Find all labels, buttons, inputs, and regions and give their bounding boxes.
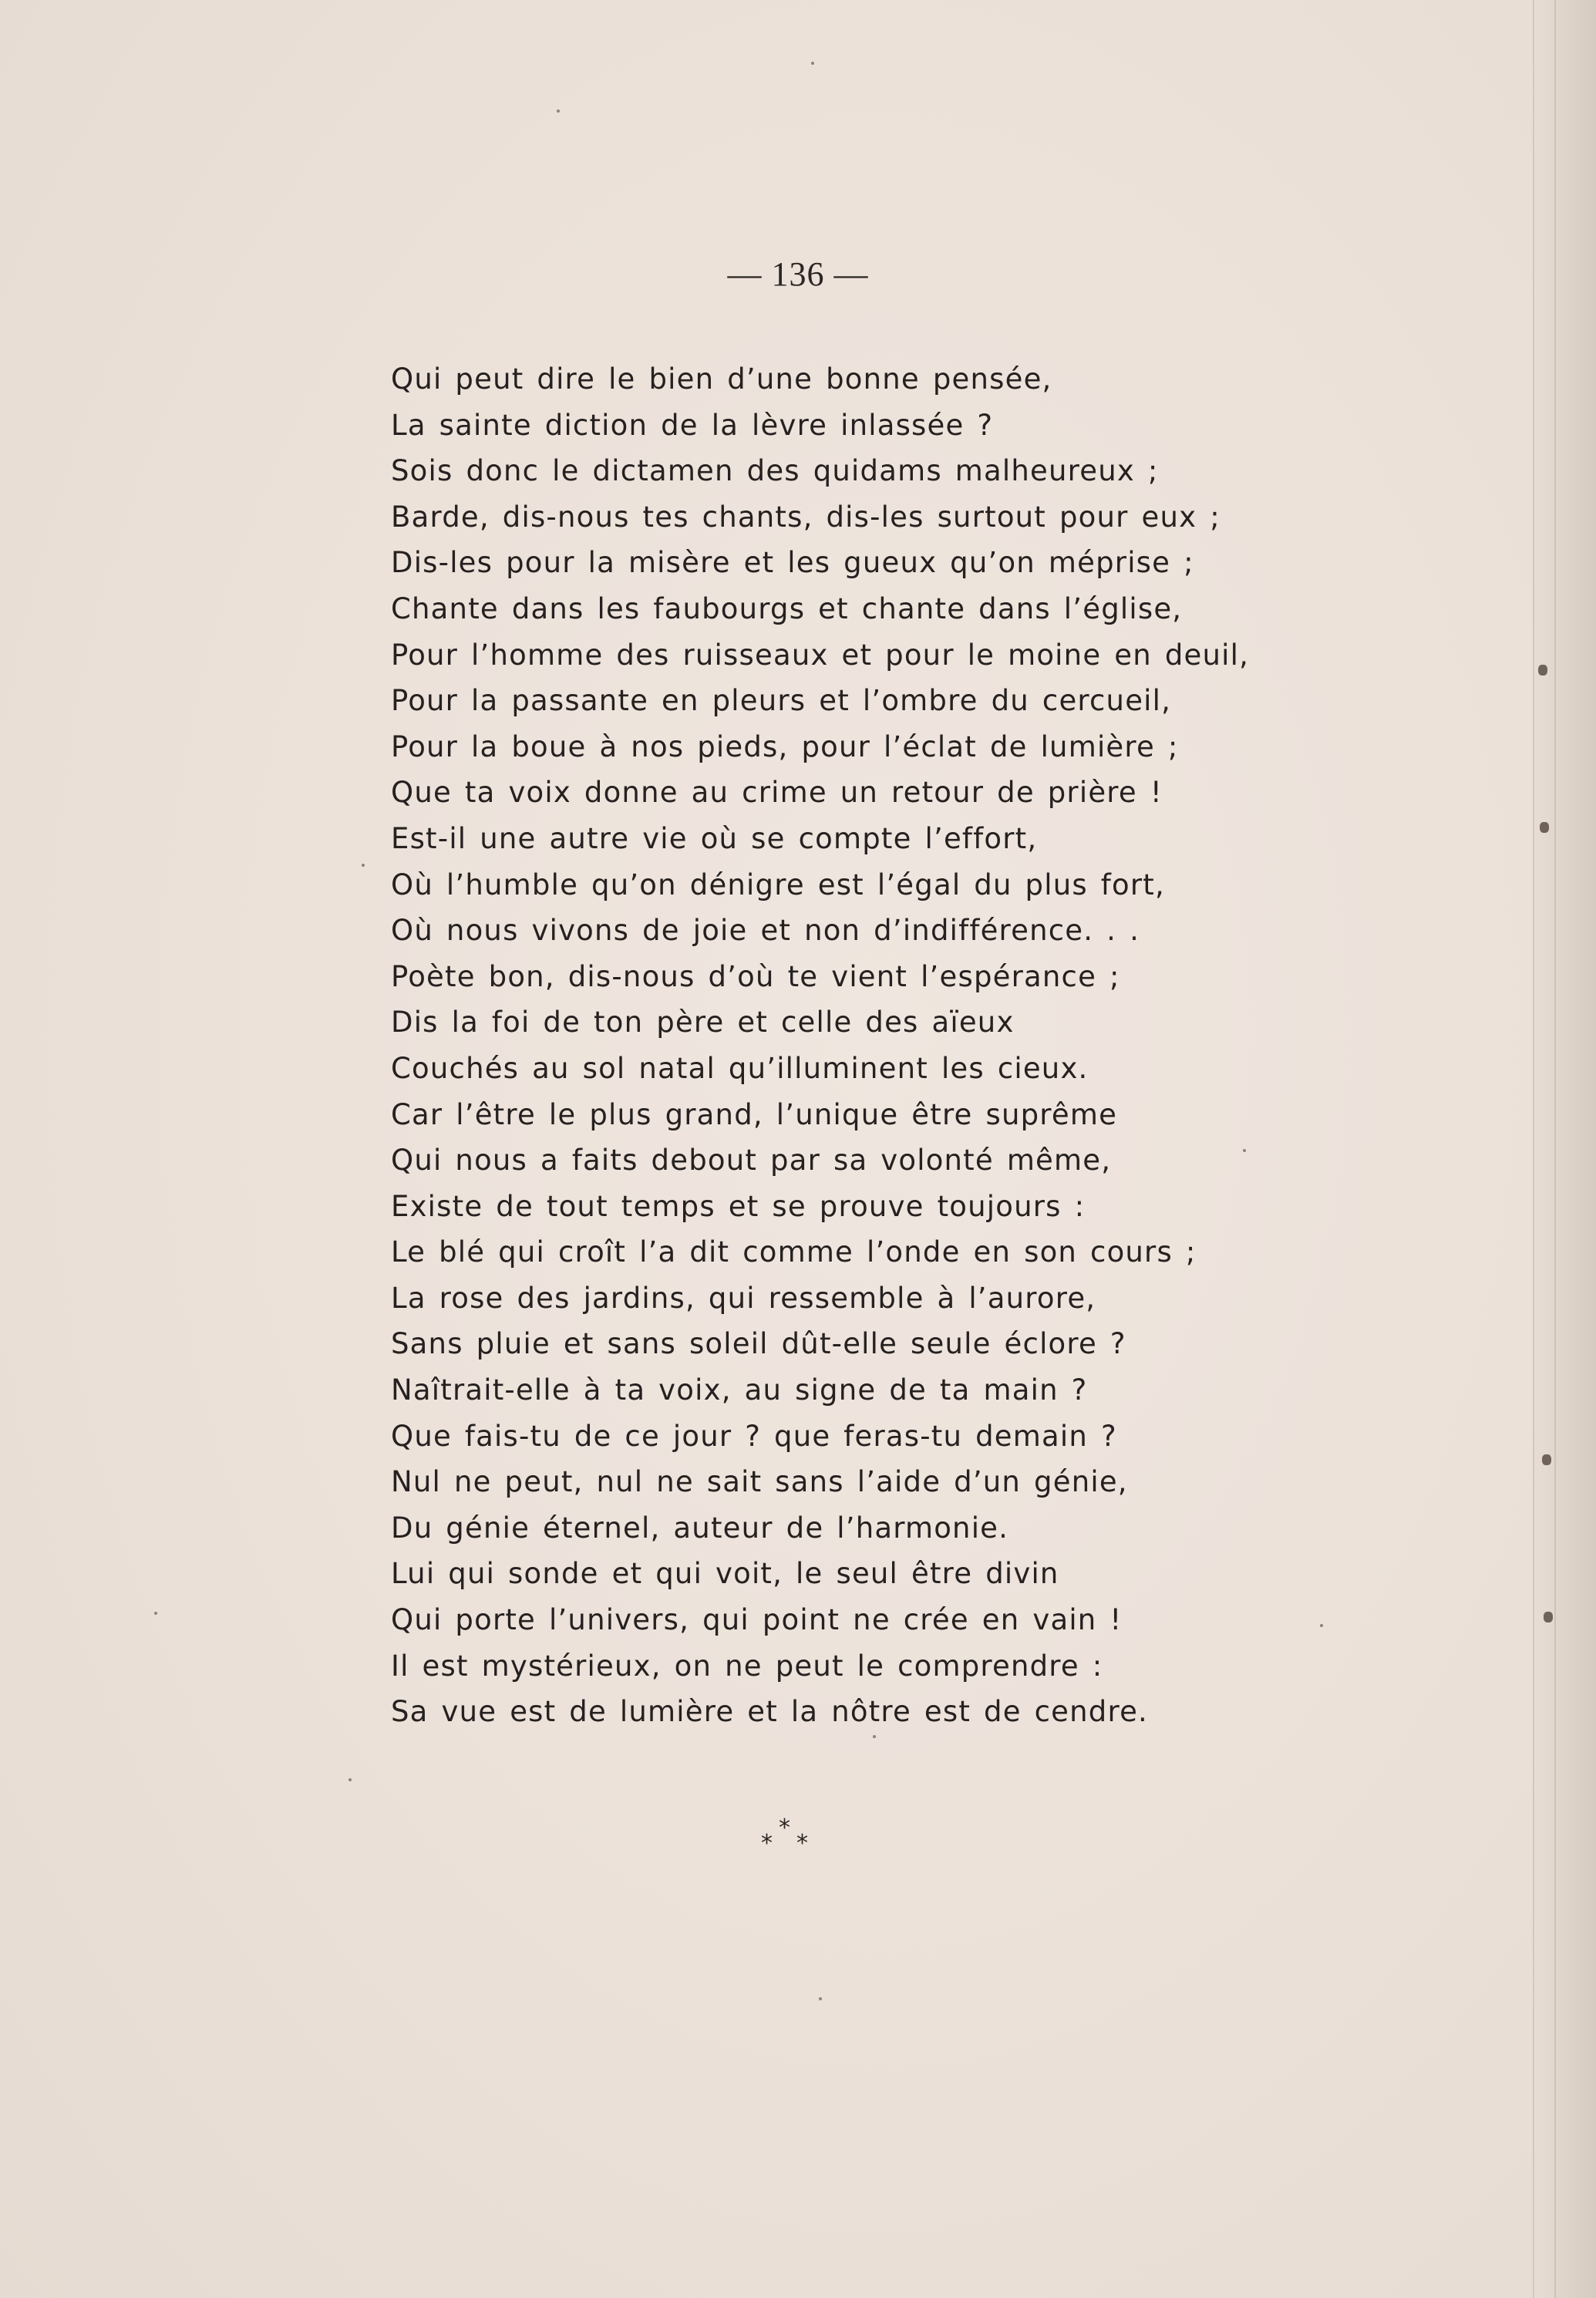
poem-line: Que ta voix donne au crime un retour de prière ! xyxy=(391,776,1163,810)
poem-line: Dis la foi de ton père et celle des aïeux xyxy=(391,1006,1015,1039)
poem-line: Qui nous a faits debout par sa volonté même, xyxy=(391,1144,1112,1178)
poem-line: Couchés au sol natal qu’illuminent les cieux. xyxy=(391,1051,1089,1085)
poem-line: Qui peut dire le bien d’une bonne pensée, xyxy=(391,362,1052,396)
page-edge xyxy=(1533,0,1596,2298)
paper-speck xyxy=(873,1735,876,1738)
poem-text xyxy=(391,356,1250,1735)
poem-line: Dis-les pour la misère et les gueux qu’on méprise ; xyxy=(391,546,1194,580)
paper-speck xyxy=(348,1778,352,1781)
poem-line: Il est mystérieux, on ne peut le comprendre : xyxy=(391,1649,1103,1683)
poem-line: Pour l’homme des ruisseaux et pour le moine en deuil, xyxy=(391,638,1250,672)
page-number: — 136 — xyxy=(727,255,869,293)
asterism-ornament xyxy=(759,1814,821,1863)
paper-speck xyxy=(1320,1624,1323,1627)
binding-mark xyxy=(1538,665,1547,676)
poem-line: Le blé qui croît l’a dit comme l’onde en son cours ; xyxy=(391,1235,1197,1269)
paper-speck xyxy=(811,62,814,65)
poem-line: Sa vue est de lumière et la nôtre est de cendre. xyxy=(391,1695,1149,1729)
ornament-star: * xyxy=(761,1830,773,1857)
binding-mark xyxy=(1542,1454,1551,1465)
paper-speck xyxy=(557,110,560,113)
poem-line: Sans pluie et sans soleil dût-elle seule éclore ? xyxy=(391,1327,1126,1361)
poem-line: Du génie éternel, auteur de l’harmonie. xyxy=(391,1511,1009,1545)
poem-line: Pour la boue à nos pieds, pour l’éclat de lumière ; xyxy=(391,729,1179,763)
poem-line: Car l’être le plus grand, l’unique être suprême xyxy=(391,1097,1118,1131)
poem-line: Que fais-tu de ce jour ? que feras-tu demain ? xyxy=(391,1419,1117,1453)
poem-line: Existe de tout temps et se prouve toujours : xyxy=(391,1189,1086,1223)
poem-line: Barde, dis-nous tes chants, dis-les surtout pour eux ; xyxy=(391,500,1221,534)
poem-line: Lui qui sonde et qui voit, le seul être divin xyxy=(391,1557,1059,1591)
binding-mark xyxy=(1540,822,1549,833)
poem-line: Où l’humble qu’on dénigre est l’égal du plus fort, xyxy=(391,868,1165,901)
binding-mark xyxy=(1544,1612,1553,1622)
poem-line: Poète bon, dis-nous d’où te vient l’espérance ; xyxy=(391,959,1120,993)
ornament-star: * xyxy=(796,1830,808,1857)
paper-speck xyxy=(819,1997,822,2000)
poem-line: Chante dans les faubourgs et chante dans l’église, xyxy=(391,591,1183,625)
poem-line: La rose des jardins, qui ressemble à l’aurore, xyxy=(391,1281,1096,1315)
poem-line: La sainte diction de la lèvre inlassée ? xyxy=(391,408,994,442)
poem-line: Nul ne peut, nul ne sait sans l’aide d’un génie, xyxy=(391,1465,1128,1499)
paper-speck xyxy=(1243,1149,1246,1152)
poem-line: Naîtrait-elle à ta voix, au signe de ta main ? xyxy=(391,1373,1088,1407)
poem-line: Qui porte l’univers, qui point ne crée en vain ! xyxy=(391,1603,1123,1637)
ornament-star: * xyxy=(779,1814,790,1841)
poem-line: Où nous vivons de joie et non d’indifférence. . . xyxy=(391,914,1140,948)
page-edge-fold xyxy=(1554,0,1556,2298)
paper-speck xyxy=(362,864,365,867)
paper-speck xyxy=(154,1612,157,1615)
poem-line: Sois donc le dictamen des quidams malheureux ; xyxy=(391,454,1159,488)
poem-line: Est-il une autre vie où se compte l’effort, xyxy=(391,821,1038,855)
poem-line: Pour la passante en pleurs et l’ombre du cercueil, xyxy=(391,684,1172,718)
